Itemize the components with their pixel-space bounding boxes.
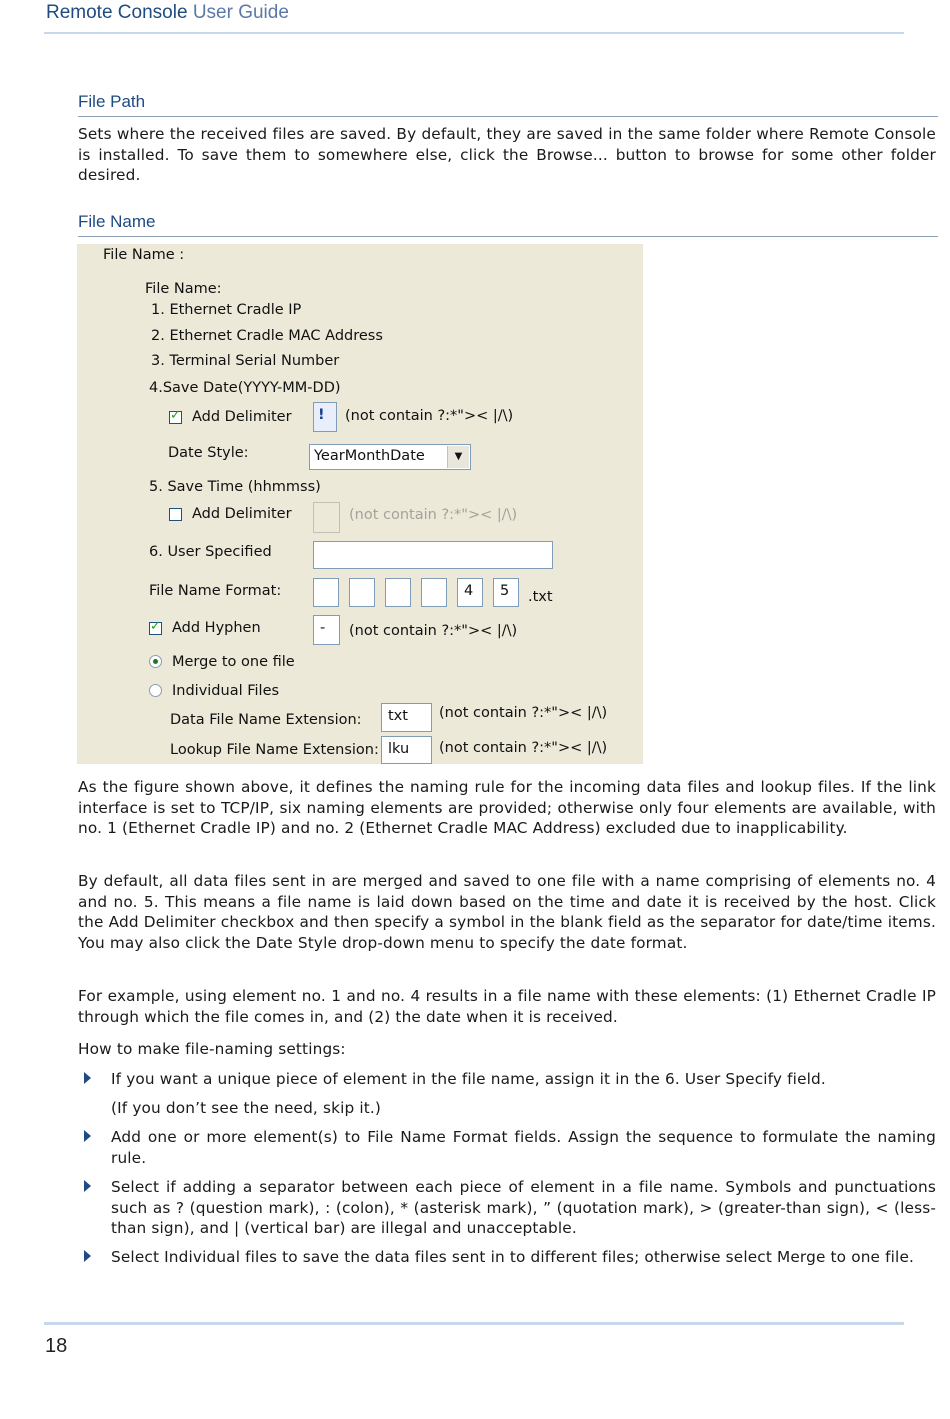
time-delimiter-hint: (not contain ?:*">< |/\) [349,507,518,523]
format-slot-3[interactable] [385,578,411,607]
file-name-dialog-figure [77,244,643,764]
element-6: 6. User Specified [149,544,272,560]
hyphen-field[interactable]: - [313,615,340,645]
page-number: 18 [45,1335,68,1357]
paragraph-default-merge: By default, all data files sent in are merged and saved to one file with a name comprising of elements no. 4 and no. 5. This means a file name is laid down based on the time and date it is received by the host. Click the Add Delimiter checkbox and then specify a symbol in the blank field as the separator for date/time items. You may also click the Date Style drop-down menu to specify the date format. [78,872,936,952]
lookup-extension-label: Lookup File Name Extension: [170,742,379,758]
file-path-heading: File Path [78,92,146,111]
date-delimiter-hint: (not contain ?:*">< |/\) [345,408,514,424]
element-3: 3. Terminal Serial Number [151,353,340,369]
hyphen-hint: (not contain ?:*">< |/\) [349,623,518,639]
date-style-dropdown[interactable] [309,444,471,470]
list-title: File Name: [145,281,222,297]
merge-label: Merge to one file [172,654,295,670]
data-extension-hint: (not contain ?:*">< |/\) [439,705,608,721]
bullet-text-4: Select Individual files to save the data files sent in to different files; otherwise select Merge to one file. [111,1248,915,1266]
add-hyphen-label: Add Hyphen [172,620,261,636]
file-name-rule [78,236,938,237]
group-label: File Name : [103,247,185,263]
data-extension-field[interactable]: txt [381,703,432,732]
bullet-arrow-icon [84,1072,91,1084]
header-divider [44,32,904,34]
date-delimiter-field[interactable]: ! [313,402,337,432]
lookup-extension-hint: (not contain ?:*">< |/\) [439,740,608,756]
format-slot-2[interactable] [349,578,375,607]
time-delimiter-label: Add Delimiter [192,506,292,522]
paragraph-how-to: How to make file-naming settings: [78,1040,346,1058]
bullet-text-2: Add one or more element(s) to File Name Format fields. Assign the sequence to formulate the naming rule. [111,1128,936,1167]
individual-label: Individual Files [172,683,280,699]
data-extension-label: Data File Name Extension: [170,712,362,728]
bullet-text-1: If you want a unique piece of element in the file name, assign it in the 6. User Specify field. [111,1070,826,1088]
format-slot-4[interactable] [421,578,447,607]
paragraph-example: For example, using element no. 1 and no. 4 results in a file name with these elements: (1) Ethernet Cradle IP through which the file comes in, and (2) the date when it is received. [78,987,936,1026]
merge-radio[interactable] [149,655,162,668]
format-slot-6[interactable]: 5 [493,578,519,607]
file-name-format-label: File Name Format: [149,583,282,599]
date-style-value: YearMonthDate [314,448,425,464]
lookup-extension-field[interactable]: lku [381,736,432,764]
format-slot-1[interactable] [313,578,339,607]
bullet-note-1: (If you don’t see the need, skip it.) [111,1099,382,1117]
time-delimiter-field[interactable] [313,502,340,533]
element-4: 4.Save Date(YYYY-MM-DD) [149,380,341,396]
running-header [46,2,289,24]
bullet-arrow-icon [84,1130,91,1142]
bullet-arrow-icon [84,1180,91,1192]
paragraph-naming-rule: As the figure shown above, it defines the naming rule for the incoming data files and lookup files. If the link interface is set to TCP/IP, six naming elements are provided; otherwise only four elements are available, with no. 1 (Ethernet Cradle IP) and no. 2 (Ethernet Cradle MAC Address) excluded due to inapplicability. [78,778,936,838]
element-2: 2. Ethernet Cradle MAC Address [151,328,383,344]
header-subtitle: User Guide [192,2,289,23]
file-path-rule [78,116,938,117]
format-extension: .txt [528,589,553,605]
individual-radio[interactable] [149,684,162,697]
bullet-text-3: Select if adding a separator between each piece of element in a file name. Symbols and punctuations such as ? (question mark), : (colon), * (asterisk mark), ” (quotation mark), > (greater-than sign), < (less-than sign), and | (vertical bar) are illegal and unacceptable. [111,1178,936,1238]
bullet-arrow-icon [84,1250,91,1262]
file-name-heading: File Name [78,212,156,231]
chevron-down-icon[interactable]: ▼ [447,446,469,468]
header-title: Remote Console [46,2,188,23]
add-hyphen-checkbox[interactable]: ✓ [150,619,161,634]
element-5: 5. Save Time (hhmmss) [149,479,321,495]
date-style-label: Date Style: [168,445,249,461]
element-1: 1. Ethernet Cradle IP [151,302,302,318]
format-slot-5[interactable]: 4 [457,578,483,607]
file-path-body: Sets where the received files are saved. By default, they are saved in the same folder where Remote Console is installed. To save them to somewhere else, click the Browse... button to browse for some other folder desired. [78,125,936,185]
date-delimiter-label: Add Delimiter [192,409,292,425]
user-specified-field[interactable] [313,541,553,569]
date-delimiter-checkbox[interactable]: ✓ [170,408,181,423]
time-delimiter-checkbox[interactable] [169,508,182,521]
footer-divider [44,1322,904,1325]
